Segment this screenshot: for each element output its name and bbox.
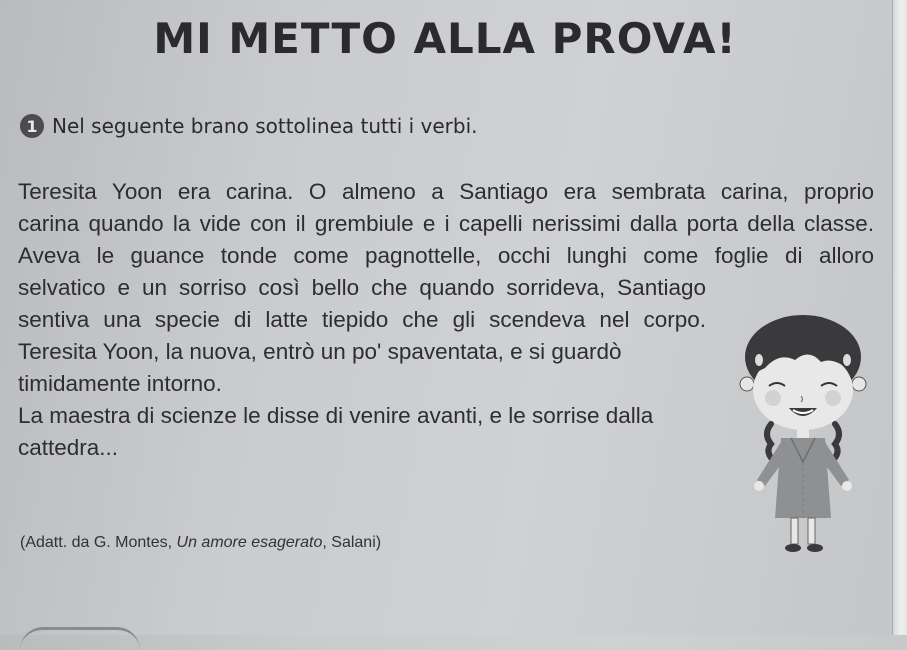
exercise-instruction: Nel seguente brano sottolinea tutti i verbi. <box>52 114 478 138</box>
girl-illustration <box>735 312 870 572</box>
passage-line: sentiva una specie di latte tiepido che gli scendeva nel corpo. <box>18 307 706 332</box>
passage-line: Teresita Yoon, la nuova, entrò un po' spaventata, e si guardò <box>18 339 622 364</box>
passage-line: Teresita Yoon era carina. O almeno a Santiago era sembrata carina, proprio <box>18 179 874 204</box>
source-citation: (Adatt. da G. Montes, Un amore esagerato, Salani) <box>20 534 382 551</box>
passage-line: La maestra di scienze le disse di venire avanti, e le sorrise dalla <box>18 403 654 428</box>
passage-line: timidamente intorno. <box>18 371 222 396</box>
passage-line: Aveva le guance tonde come pagnottelle, occhi lunghi come foglie di alloro <box>18 243 874 268</box>
page-edge <box>892 0 907 635</box>
exercise-number-badge: 1 <box>20 114 44 138</box>
page-title: MI METTO ALLA PROVA! <box>153 14 737 63</box>
passage-line: selvatico e un sorriso così bello che quando sorrideva, Santiago <box>18 275 706 300</box>
passage-line: cattedra... <box>18 435 119 460</box>
next-section-edge <box>20 627 140 650</box>
passage-line: carina quando la vide con il grembiule e i capelli nerissimi dalla porta della classe. <box>18 211 874 236</box>
book-title: Un amore esagerato <box>176 534 323 551</box>
exercise-header <box>20 112 478 140</box>
